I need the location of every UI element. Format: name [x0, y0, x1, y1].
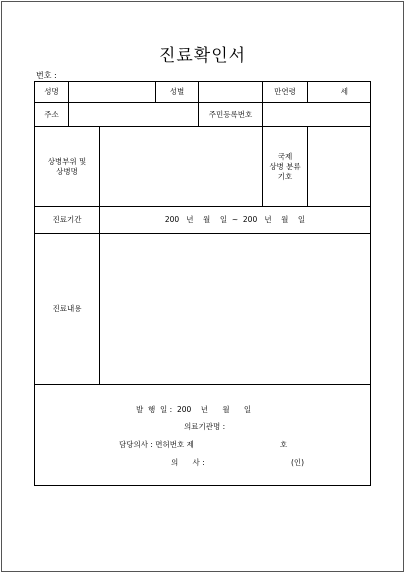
resident-number-label: 주민등록번호	[208, 109, 253, 119]
content-label: 진료내용	[52, 304, 82, 313]
icd-field[interactable]	[308, 127, 370, 206]
institution-label: 의료기관명 :	[184, 422, 226, 431]
address-label: 주소	[44, 109, 59, 119]
content-field[interactable]	[100, 234, 370, 384]
period-value[interactable]: 200 년 월 일 ~ 200 년 월 일	[164, 215, 306, 224]
issue-date: 발 행 일 : 200 년 월 일	[136, 405, 252, 414]
icd-label-line1: 국제	[277, 151, 293, 161]
diagnosis-field[interactable]	[100, 127, 262, 206]
icd-label-line2: 상병 분류	[269, 161, 301, 171]
doctor-label: 의 사 :	[171, 458, 205, 467]
license-suffix: 호	[280, 440, 288, 449]
doctor-license-label: 담당의사 : 면허번호 제	[119, 440, 194, 449]
sex-field[interactable]	[199, 82, 262, 102]
period-label: 진료기간	[52, 215, 82, 224]
diagnosis-label-line1: 상병부위 및	[47, 156, 87, 166]
age-label: 만연령	[274, 87, 296, 96]
document-title: 진료확인서	[158, 46, 247, 66]
diagnosis-label	[35, 127, 99, 206]
address-field[interactable]	[69, 103, 198, 126]
age-unit: 세	[340, 87, 348, 96]
icd-label	[263, 127, 307, 206]
resident-number-field[interactable]	[263, 103, 370, 126]
name-field[interactable]	[69, 82, 155, 102]
name-label: 성명	[44, 87, 59, 96]
icd-label-line3: 기호	[277, 171, 293, 181]
seal-mark: (인)	[291, 458, 305, 467]
document-number-label: 번호 :	[36, 71, 57, 80]
form-table	[34, 81, 371, 486]
diagnosis-label-line2: 상병명	[56, 166, 78, 176]
sex-label: 성별	[169, 87, 185, 96]
row-divider	[35, 384, 370, 385]
